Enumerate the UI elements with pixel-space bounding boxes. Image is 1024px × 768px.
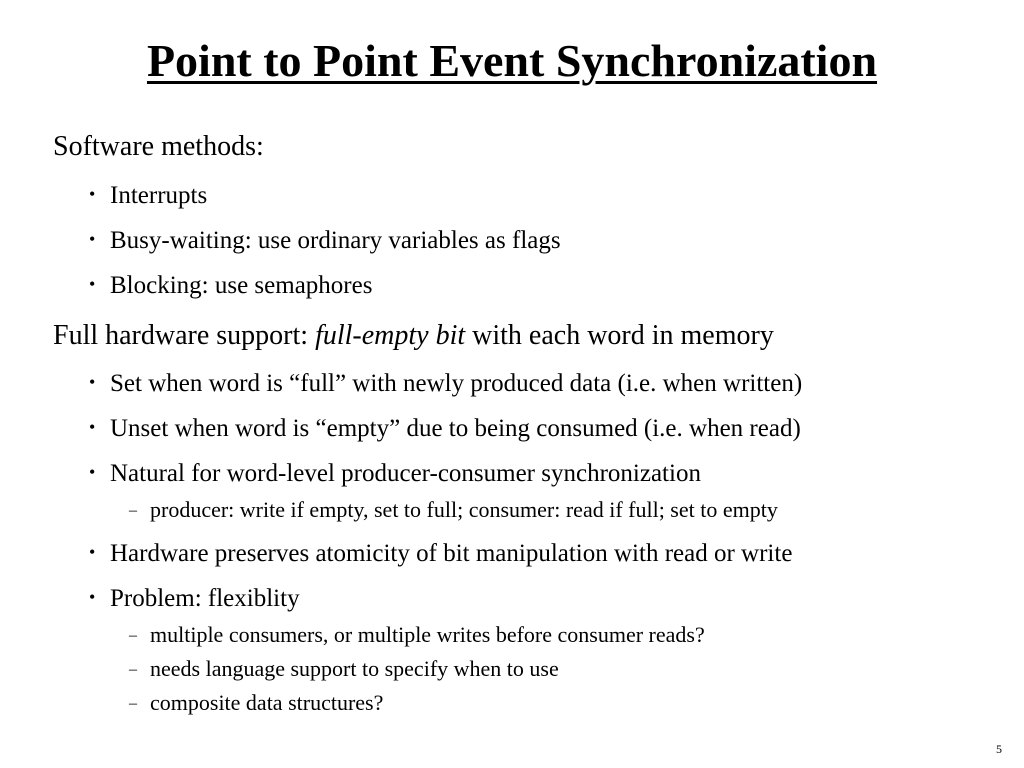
bullet-icon: • <box>89 462 96 482</box>
subitem-text: producer: write if empty, set to full; consumer: read if full; set to empty <box>150 497 778 522</box>
bullet-item-natural <box>89 460 701 488</box>
bullet-text: Hardware preserves atomicity of bit manipulation with read or write <box>110 540 793 567</box>
subitem-multiple-consumers <box>129 623 705 647</box>
bullet-icon: • <box>89 417 96 437</box>
bullet-item-blocking <box>89 272 372 300</box>
software-methods-heading: Software methods: <box>53 131 264 162</box>
bullet-icon: • <box>89 184 96 204</box>
bullet-text: Natural for word-level producer-consumer synchronization <box>110 460 701 487</box>
hardware-heading-suffix: with each word in memory <box>465 320 774 351</box>
page-number: 5 <box>996 742 1002 756</box>
subitem-producer-consumer <box>129 498 778 522</box>
hardware-heading-emphasis: full-empty bit <box>315 320 466 351</box>
dash-icon: – <box>129 661 137 678</box>
dash-icon: – <box>129 695 137 712</box>
bullet-icon: • <box>89 274 96 294</box>
bullet-text: Set when word is “full” with newly produced data (i.e. when written) <box>110 370 803 397</box>
subitem-text: multiple consumers, or multiple writes before consumer reads? <box>150 622 705 647</box>
subitem-language-support <box>129 657 559 681</box>
bullet-item-busy-waiting <box>89 227 561 255</box>
bullet-text: Interrupts <box>110 182 208 209</box>
bullet-item-atomicity <box>89 540 792 568</box>
subitem-text: needs language support to specify when to use <box>150 656 559 681</box>
bullet-item-interrupts <box>89 182 207 210</box>
bullet-icon: • <box>89 372 96 392</box>
hardware-support-heading <box>53 321 774 352</box>
bullet-text: Problem: flexiblity <box>110 585 300 612</box>
bullet-text: Blocking: use semaphores <box>110 272 373 299</box>
dash-icon: – <box>129 502 137 519</box>
subitem-composite-data <box>129 691 383 715</box>
slide-title <box>0 30 1024 92</box>
dash-icon: – <box>129 627 137 644</box>
bullet-text: Busy-waiting: use ordinary variables as flags <box>110 227 561 254</box>
slide-title-text: Point to Point Event Synchronization <box>146 35 878 86</box>
bullet-icon: • <box>89 587 96 607</box>
bullet-text: Unset when word is “empty” due to being consumed (i.e. when read) <box>110 415 801 442</box>
bullet-icon: • <box>89 229 96 249</box>
bullet-item-unset-when-empty <box>89 415 801 443</box>
bullet-item-problem <box>89 585 300 613</box>
hardware-heading-prefix: Full hardware support: <box>53 320 316 351</box>
subitem-text: composite data structures? <box>150 690 384 715</box>
bullet-icon: • <box>89 542 96 562</box>
bullet-item-set-when-full <box>89 370 802 398</box>
